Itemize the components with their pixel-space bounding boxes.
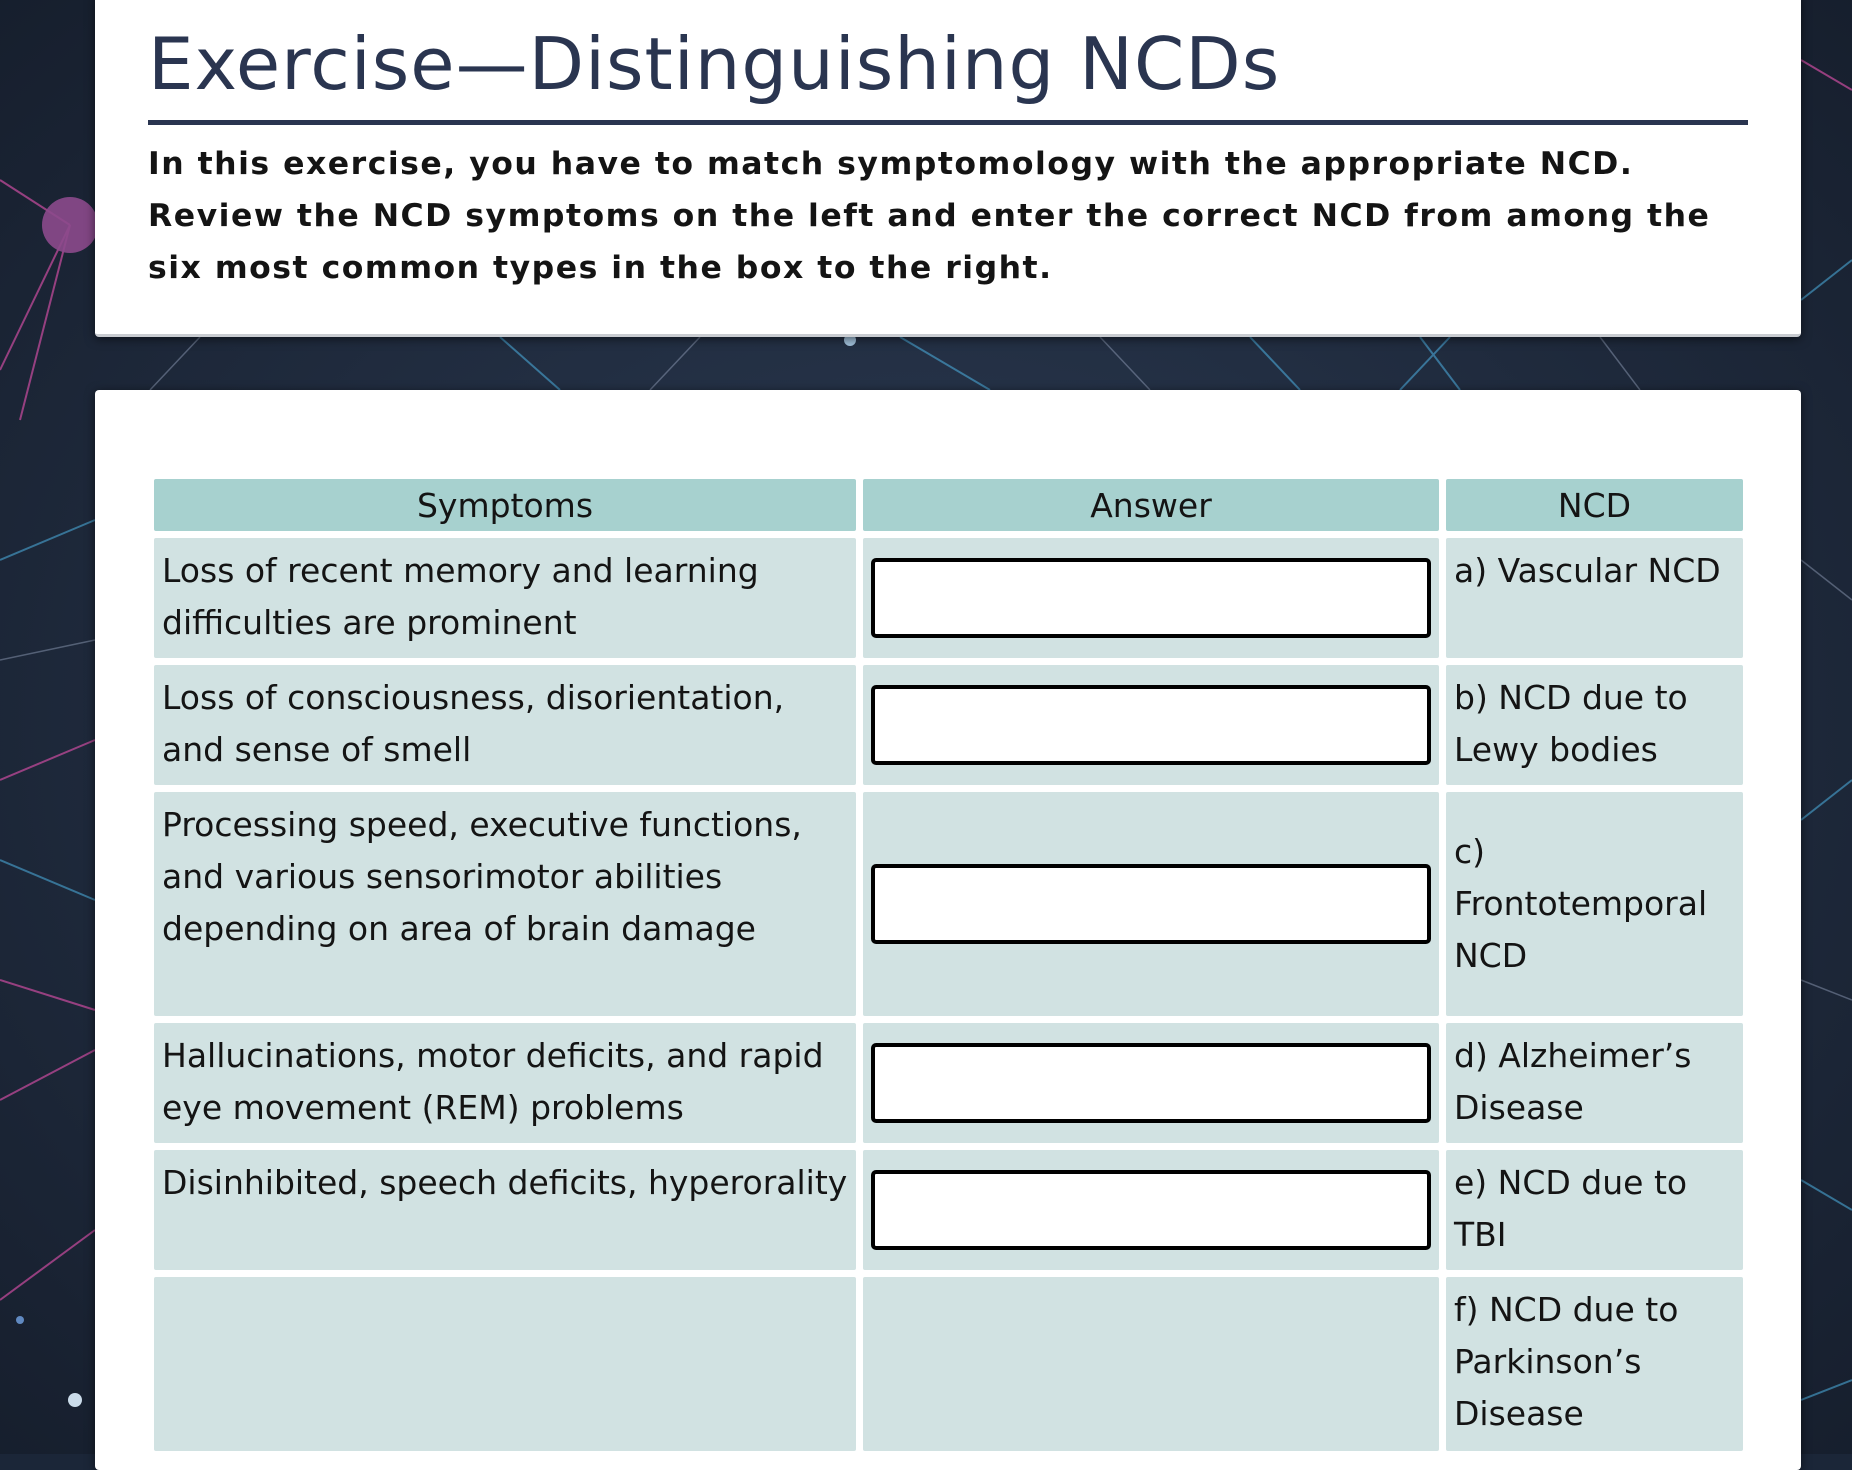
column-header-answer: Answer [863,479,1439,531]
answer-cell-empty [863,1277,1439,1451]
ncd-option-cell [1446,538,1743,658]
ncd-option-label: d) Alzheimer’s Disease [1454,1036,1692,1127]
answer-cell [863,665,1439,785]
instructions-text: In this exercise, you have to match symptomology with the appropriate NCD. Review the NCD symptoms on the left and enter the correct NCD from among the six most common types in the box to the right. [148,146,1711,286]
answer-input[interactable] [871,685,1431,765]
instructions-card [95,0,1801,337]
exercise-card [95,390,1801,1470]
ncd-option-label: c) Frontotemporal NCD [1454,832,1708,975]
column-header-ncd: NCD [1446,479,1743,531]
ncd-option-label: a) Vascular NCD [1454,551,1721,590]
symptom-cell: Processing speed, executive functions, and various sensorimotor abilities depending on area of brain damage [154,792,856,1016]
answer-input[interactable] [871,1170,1431,1250]
answer-input[interactable] [871,1043,1431,1123]
ncd-option-cell [1446,1150,1743,1270]
answer-cell [863,792,1439,1016]
ncd-option-label: f) NCD due to Parkinson’s Disease [1454,1290,1679,1433]
page-title: Exercise—Distinguishing NCDs [148,22,1281,106]
matching-table [154,479,1743,1451]
ncd-option-cell [1446,1277,1743,1451]
answer-input[interactable] [871,864,1431,944]
title-underline [148,120,1748,125]
answer-input[interactable] [871,558,1431,638]
symptom-cell: Loss of recent memory and learning difficulties are prominent [154,538,856,658]
ncd-option-cell [1446,1023,1743,1143]
ncd-option-cell [1446,665,1743,785]
symptom-cell-empty [154,1277,856,1451]
ncd-option-label: b) NCD due to Lewy bodies [1454,678,1688,769]
answer-cell [863,538,1439,658]
symptom-cell: Disinhibited, speech deficits, hyperorality [154,1150,856,1270]
ncd-option-label: e) NCD due to TBI [1454,1163,1688,1254]
answer-cell [863,1150,1439,1270]
symptom-cell: Hallucinations, motor deficits, and rapid eye movement (REM) problems [154,1023,856,1143]
ncd-option-cell [1446,792,1743,1016]
answer-cell [863,1023,1439,1143]
column-header-symptoms: Symptoms [154,479,856,531]
symptom-cell: Loss of consciousness, disorientation, and sense of smell [154,665,856,785]
